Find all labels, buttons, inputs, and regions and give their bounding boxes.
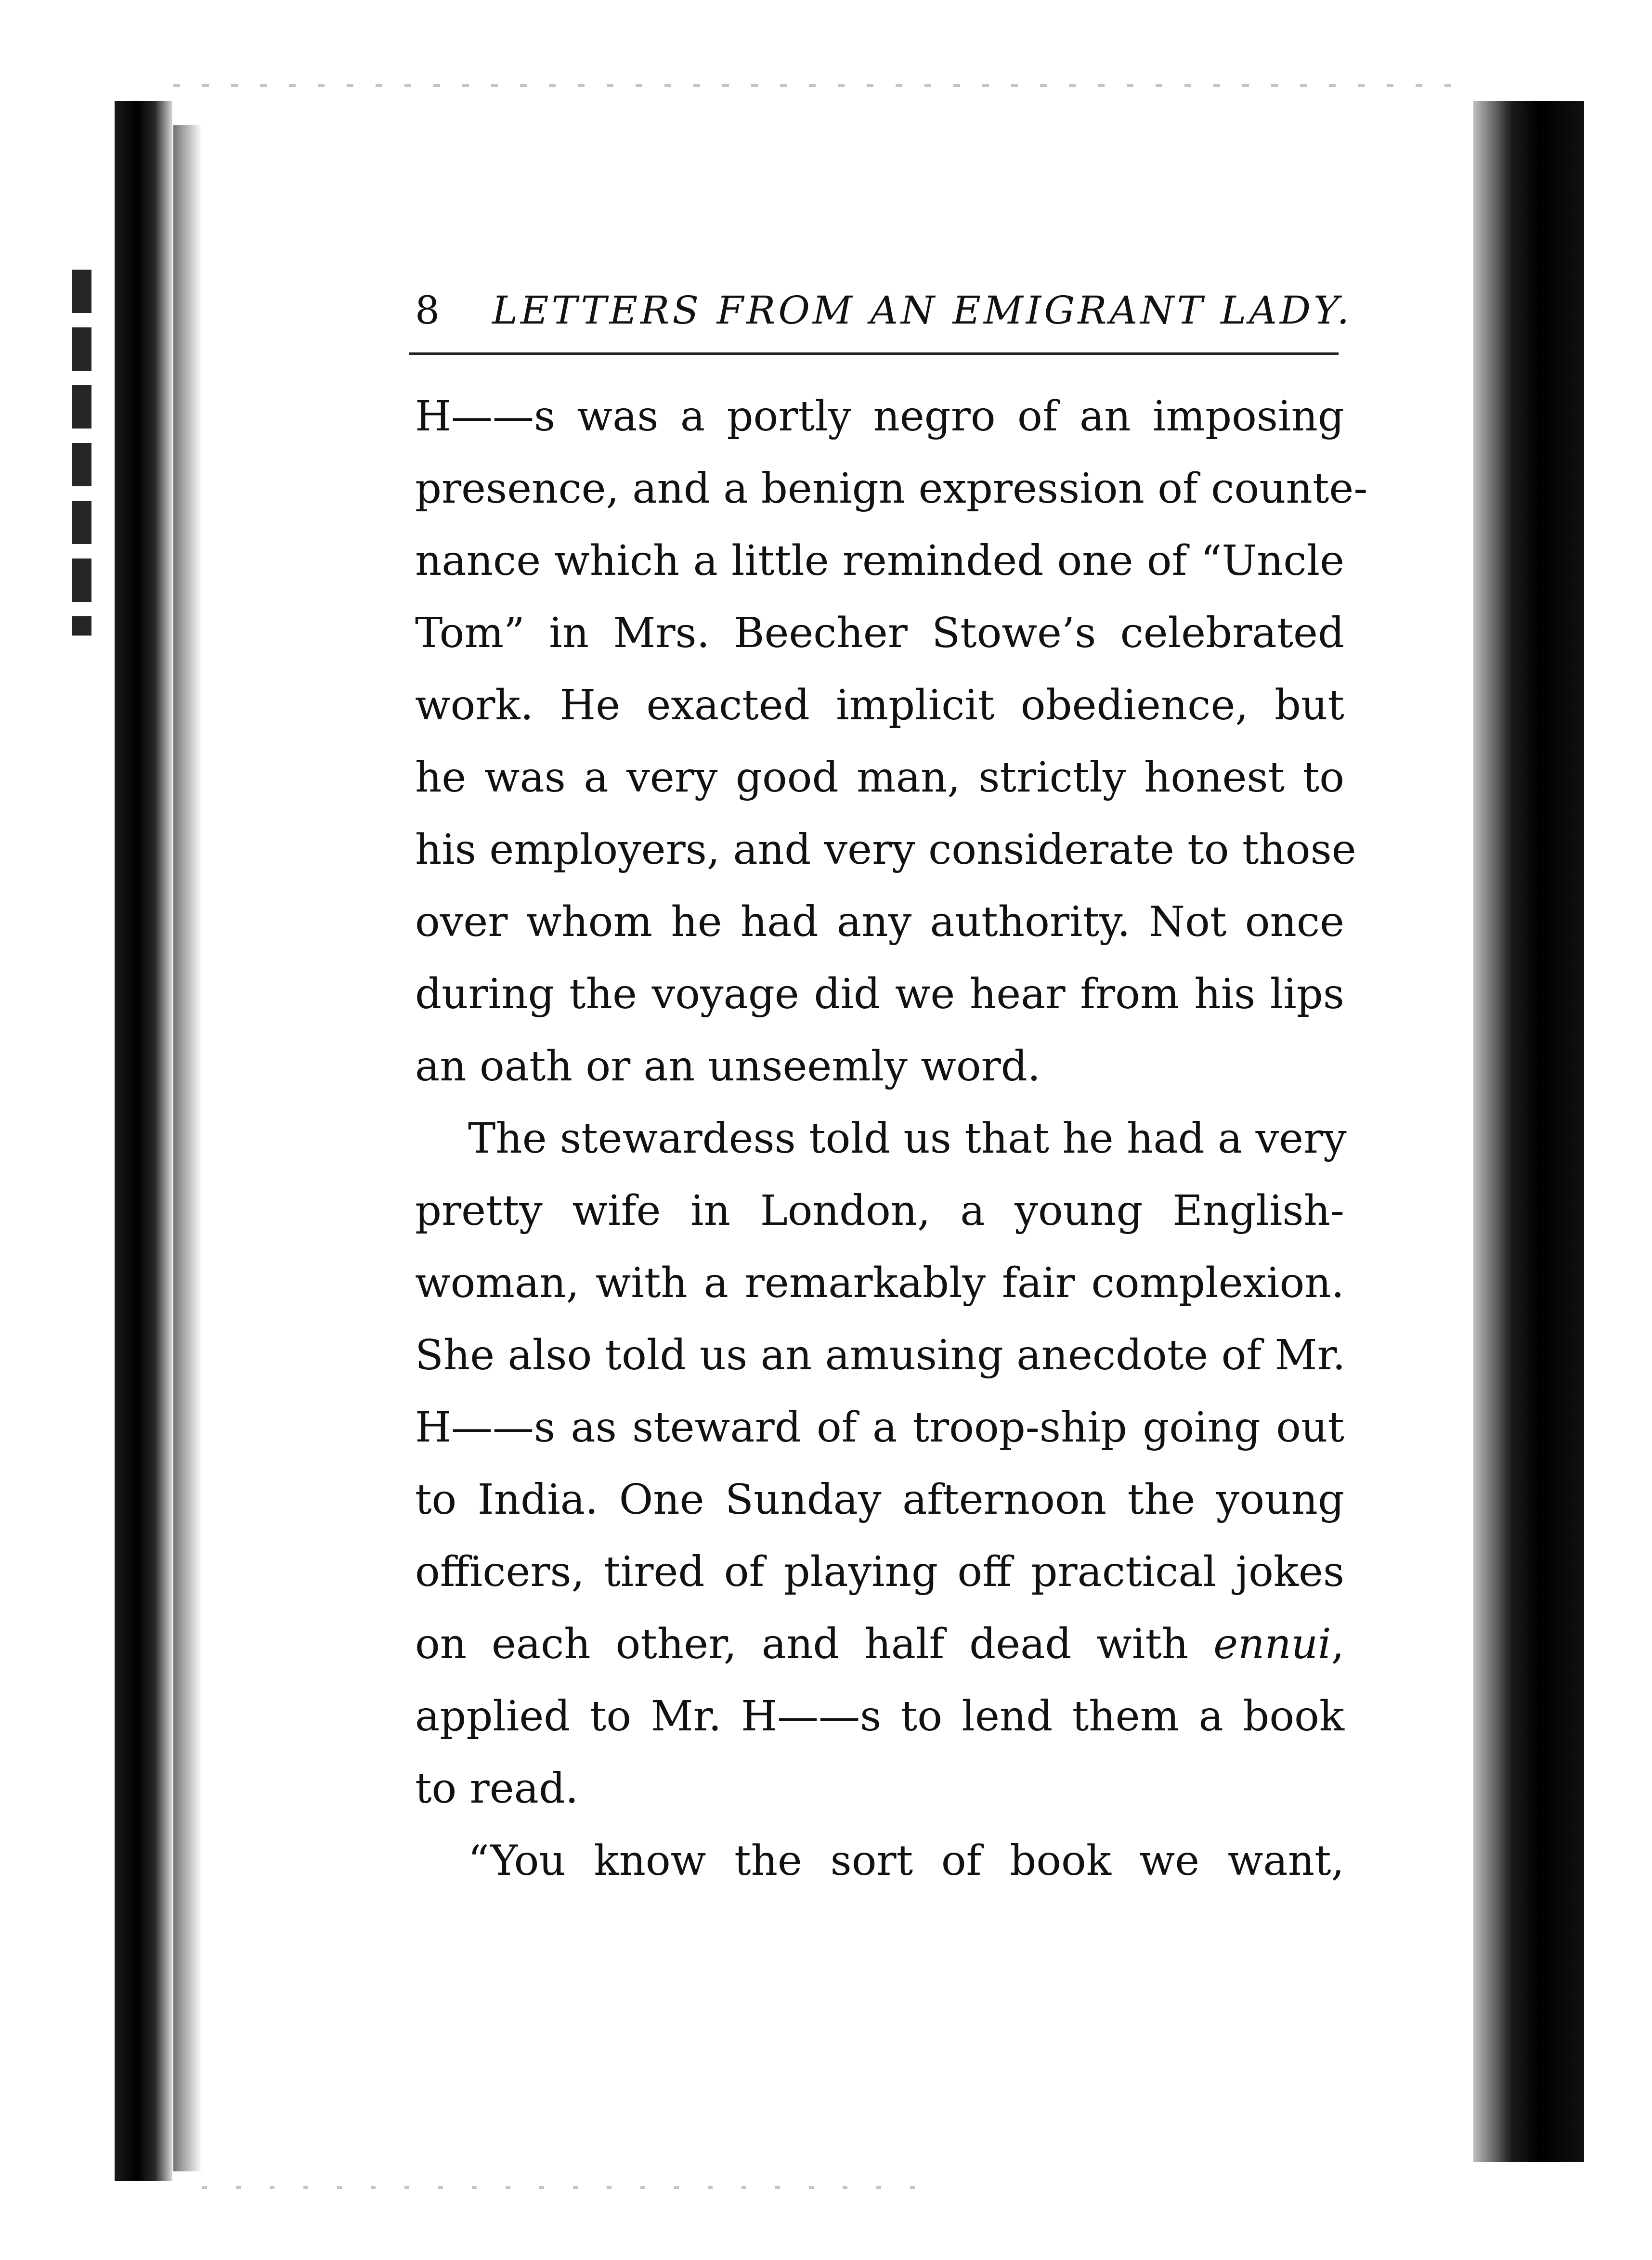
right-edge-shadow (1473, 101, 1584, 2162)
text-line: an oath or an unseemly word. (415, 1042, 1041, 1091)
text-line: H——s was a portly negro of an imposing (415, 392, 1344, 441)
text-line: nance which a little reminded one of “Uncle (415, 537, 1344, 585)
text-line: pretty wife in London, a young English- (415, 1187, 1344, 1235)
text-line: H——s as steward of a troop-ship going out (415, 1403, 1344, 1452)
text-line: officers, tired of playing off practical jokes (415, 1548, 1344, 1596)
text-line: Tom” in Mrs. Beecher Stowe’s celebrated (415, 609, 1344, 657)
text-line: to read. (415, 1765, 579, 1813)
text-line: She also told us an amusing anecdote of Mr. (415, 1331, 1346, 1379)
text-line: “You know the sort of book we want, (468, 1837, 1344, 1885)
bottom-scan-edge (202, 2186, 924, 2189)
running-title: LETTERS FROM AN EMIGRANT LADY. (492, 288, 1353, 333)
top-scan-edge (173, 84, 1473, 87)
text-line: over whom he had any authority. Not once (415, 898, 1344, 946)
left-gutter-shadow (173, 125, 202, 2171)
text-line: to India. One Sunday afternoon the young (415, 1476, 1344, 1524)
text-line: on each other, and half dead with ennui, (415, 1620, 1344, 1668)
text-line: applied to Mr. H——s to lend them a book (415, 1692, 1344, 1740)
left-binding-shadow (115, 101, 172, 2181)
text-line: work. He exacted implicit obedience, but (415, 681, 1344, 729)
text-line: his employers, and very considerate to those (415, 826, 1356, 874)
margin-scan-marks (72, 270, 91, 636)
body-text (415, 380, 1368, 1897)
text-line: woman, with a remarkably fair complexion. (415, 1259, 1344, 1307)
header-rule (409, 352, 1339, 355)
text-line: he was a very good man, strictly honest to (415, 753, 1344, 802)
page-number: 8 (415, 288, 440, 333)
text-line: during the voyage did we hear from his lips (415, 970, 1344, 1018)
running-head (415, 284, 1353, 337)
text-line: presence, and a benign expression of counte- (415, 465, 1368, 513)
text-line: The stewardess told us that he had a very (468, 1115, 1347, 1163)
